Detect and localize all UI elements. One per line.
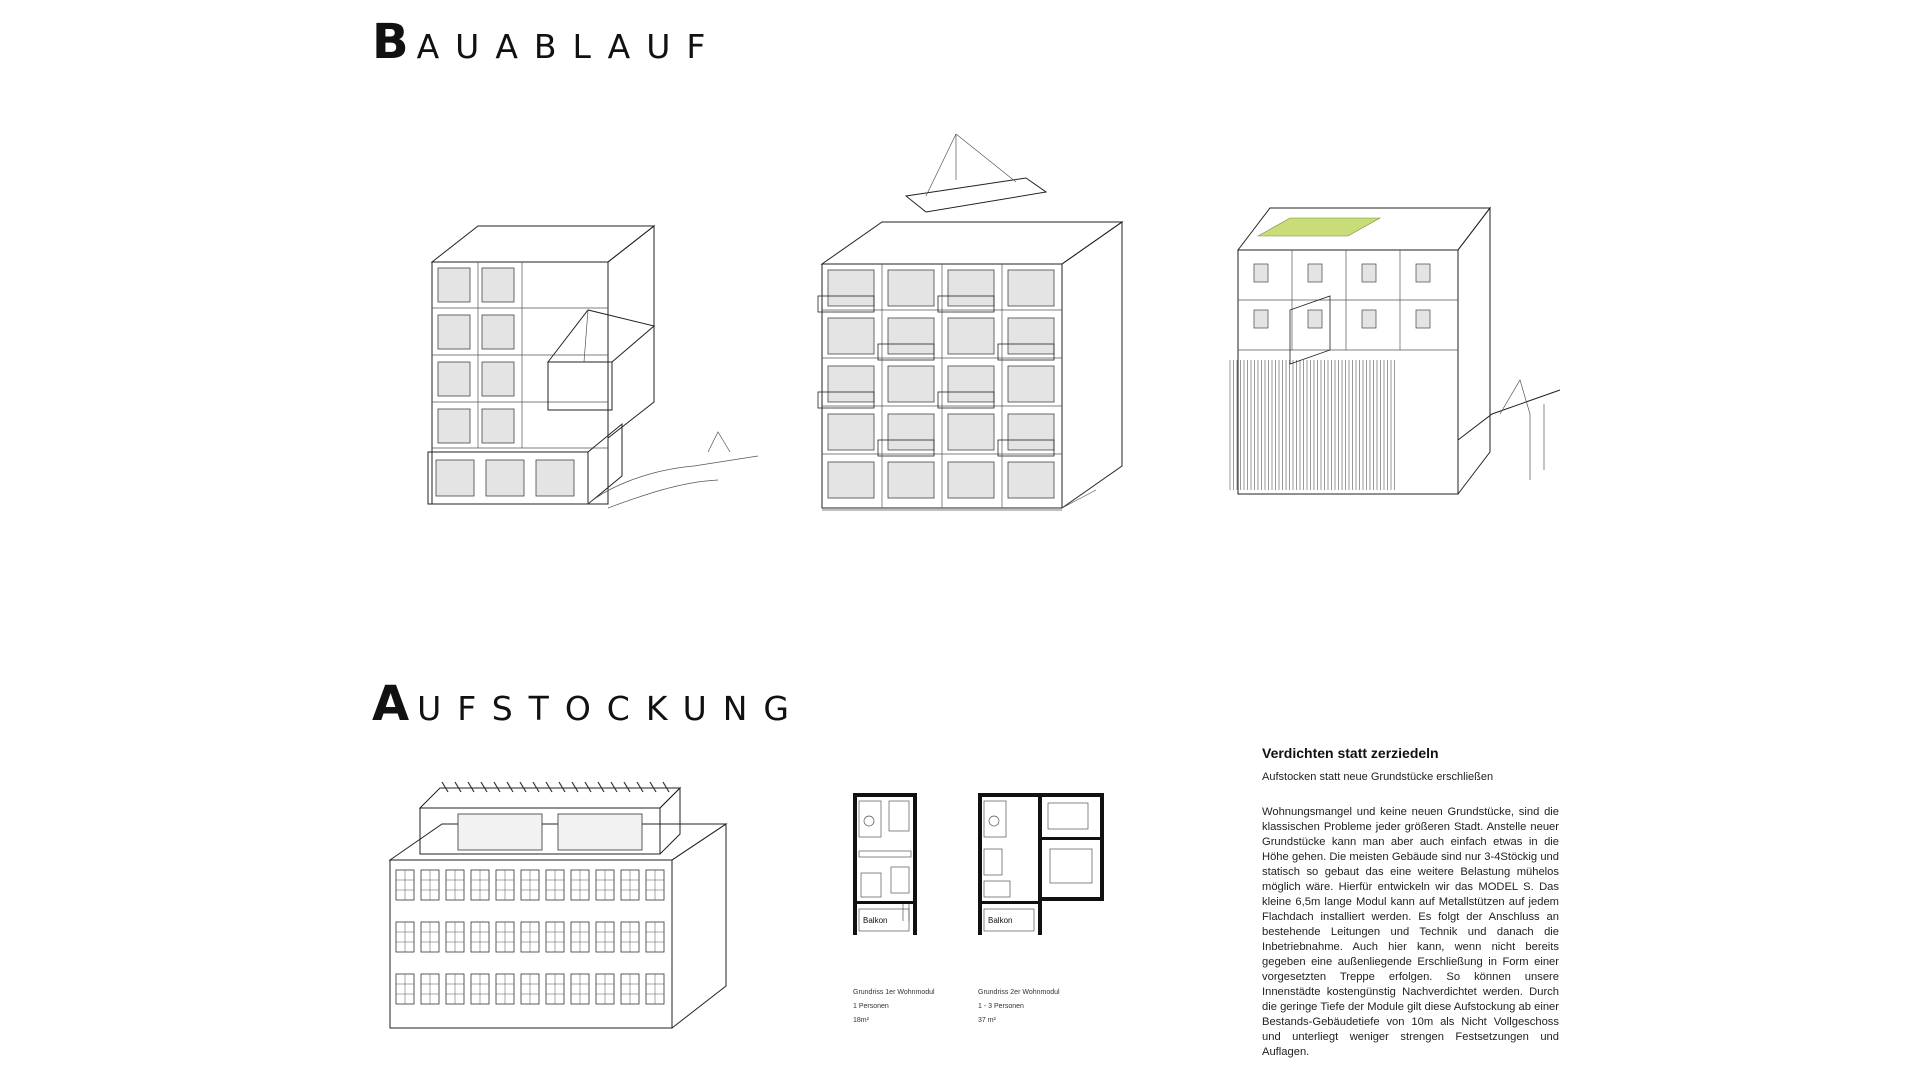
description-subtitle: Aufstocken statt neue Grundstücke erschließen xyxy=(1262,771,1494,783)
description-text-block xyxy=(1262,745,1559,1060)
plan-2-caption xyxy=(978,986,1060,1028)
floor-plan-1er-wohnmodul xyxy=(853,793,923,943)
floor-plan-2er-wohnmodul xyxy=(978,793,1118,943)
description-title: Verdichten statt zerziedeln xyxy=(1262,745,1439,761)
building-stage-1-drawing xyxy=(418,212,778,512)
plan-2-persons: 1 - 3 Personen xyxy=(978,1003,1024,1010)
plan-1-title: Grundriss 1er Wohnmodul xyxy=(853,989,935,996)
plan-1-area: 18m² xyxy=(853,1017,869,1024)
plan-2-title: Grundriss 2er Wohnmodul xyxy=(978,989,1060,996)
aufstockung-facade-drawing xyxy=(386,776,746,1046)
plan-2-room-label: Balkon xyxy=(988,916,1013,925)
plan-1-room-label: Balkon xyxy=(863,916,888,925)
plan-1-caption xyxy=(853,986,935,1028)
heading-bauablauf-initial: B xyxy=(372,14,417,70)
building-stage-2-drawing xyxy=(816,130,1176,530)
plan-1-persons: 1 Personen xyxy=(853,1003,889,1010)
plan-2-area: 37 m² xyxy=(978,1017,996,1024)
heading-aufstockung-initial: A xyxy=(372,676,418,732)
heading-aufstockung-rest: UFSTOCKUNG xyxy=(417,689,805,728)
heading-bauablauf xyxy=(372,14,721,70)
building-stage-3-drawing xyxy=(1230,200,1590,520)
description-body: Wohnungsmangel und keine neuen Grundstücke, sind die klassischen Probleme jeder größeren Stadt. Anstelle neuer Grundstücke kann man aber auch einfach etwas in die Höhe gehen. Die meisten Gebäude sind nur 3-4Stöckig und statisch so gebaut das eine weitere Belastung mühelos möglich wäre. Hierfür entwickeln wir das MODEL S. Das kleine 6,5m lange Modul kann auf Metallstützen auf jedem Flachdach installiert werden. Es folgt der Anschluss an bestehende Leitungen und Technik und danach die Inbetriebnahme. Auch hier kann, wenn nicht bereits gegeben eine außenliegende Erschließung in Form einer vorgesetzten Treppe erfolgen. So können unsere Innenstädte kostengünstig Nachverdichtet werden. Durch die geringe Tiefe der Module gilt diese Aufstockung ab einer Bestands-Gebäudetiefe von 10m als Nicht Vollgeschoss und unterliegt weniger strengen Festsetzungen und Auflagen. xyxy=(1262,806,1559,1058)
heading-bauablauf-rest: AUABLAUF xyxy=(416,27,722,66)
heading-aufstockung xyxy=(372,676,805,732)
